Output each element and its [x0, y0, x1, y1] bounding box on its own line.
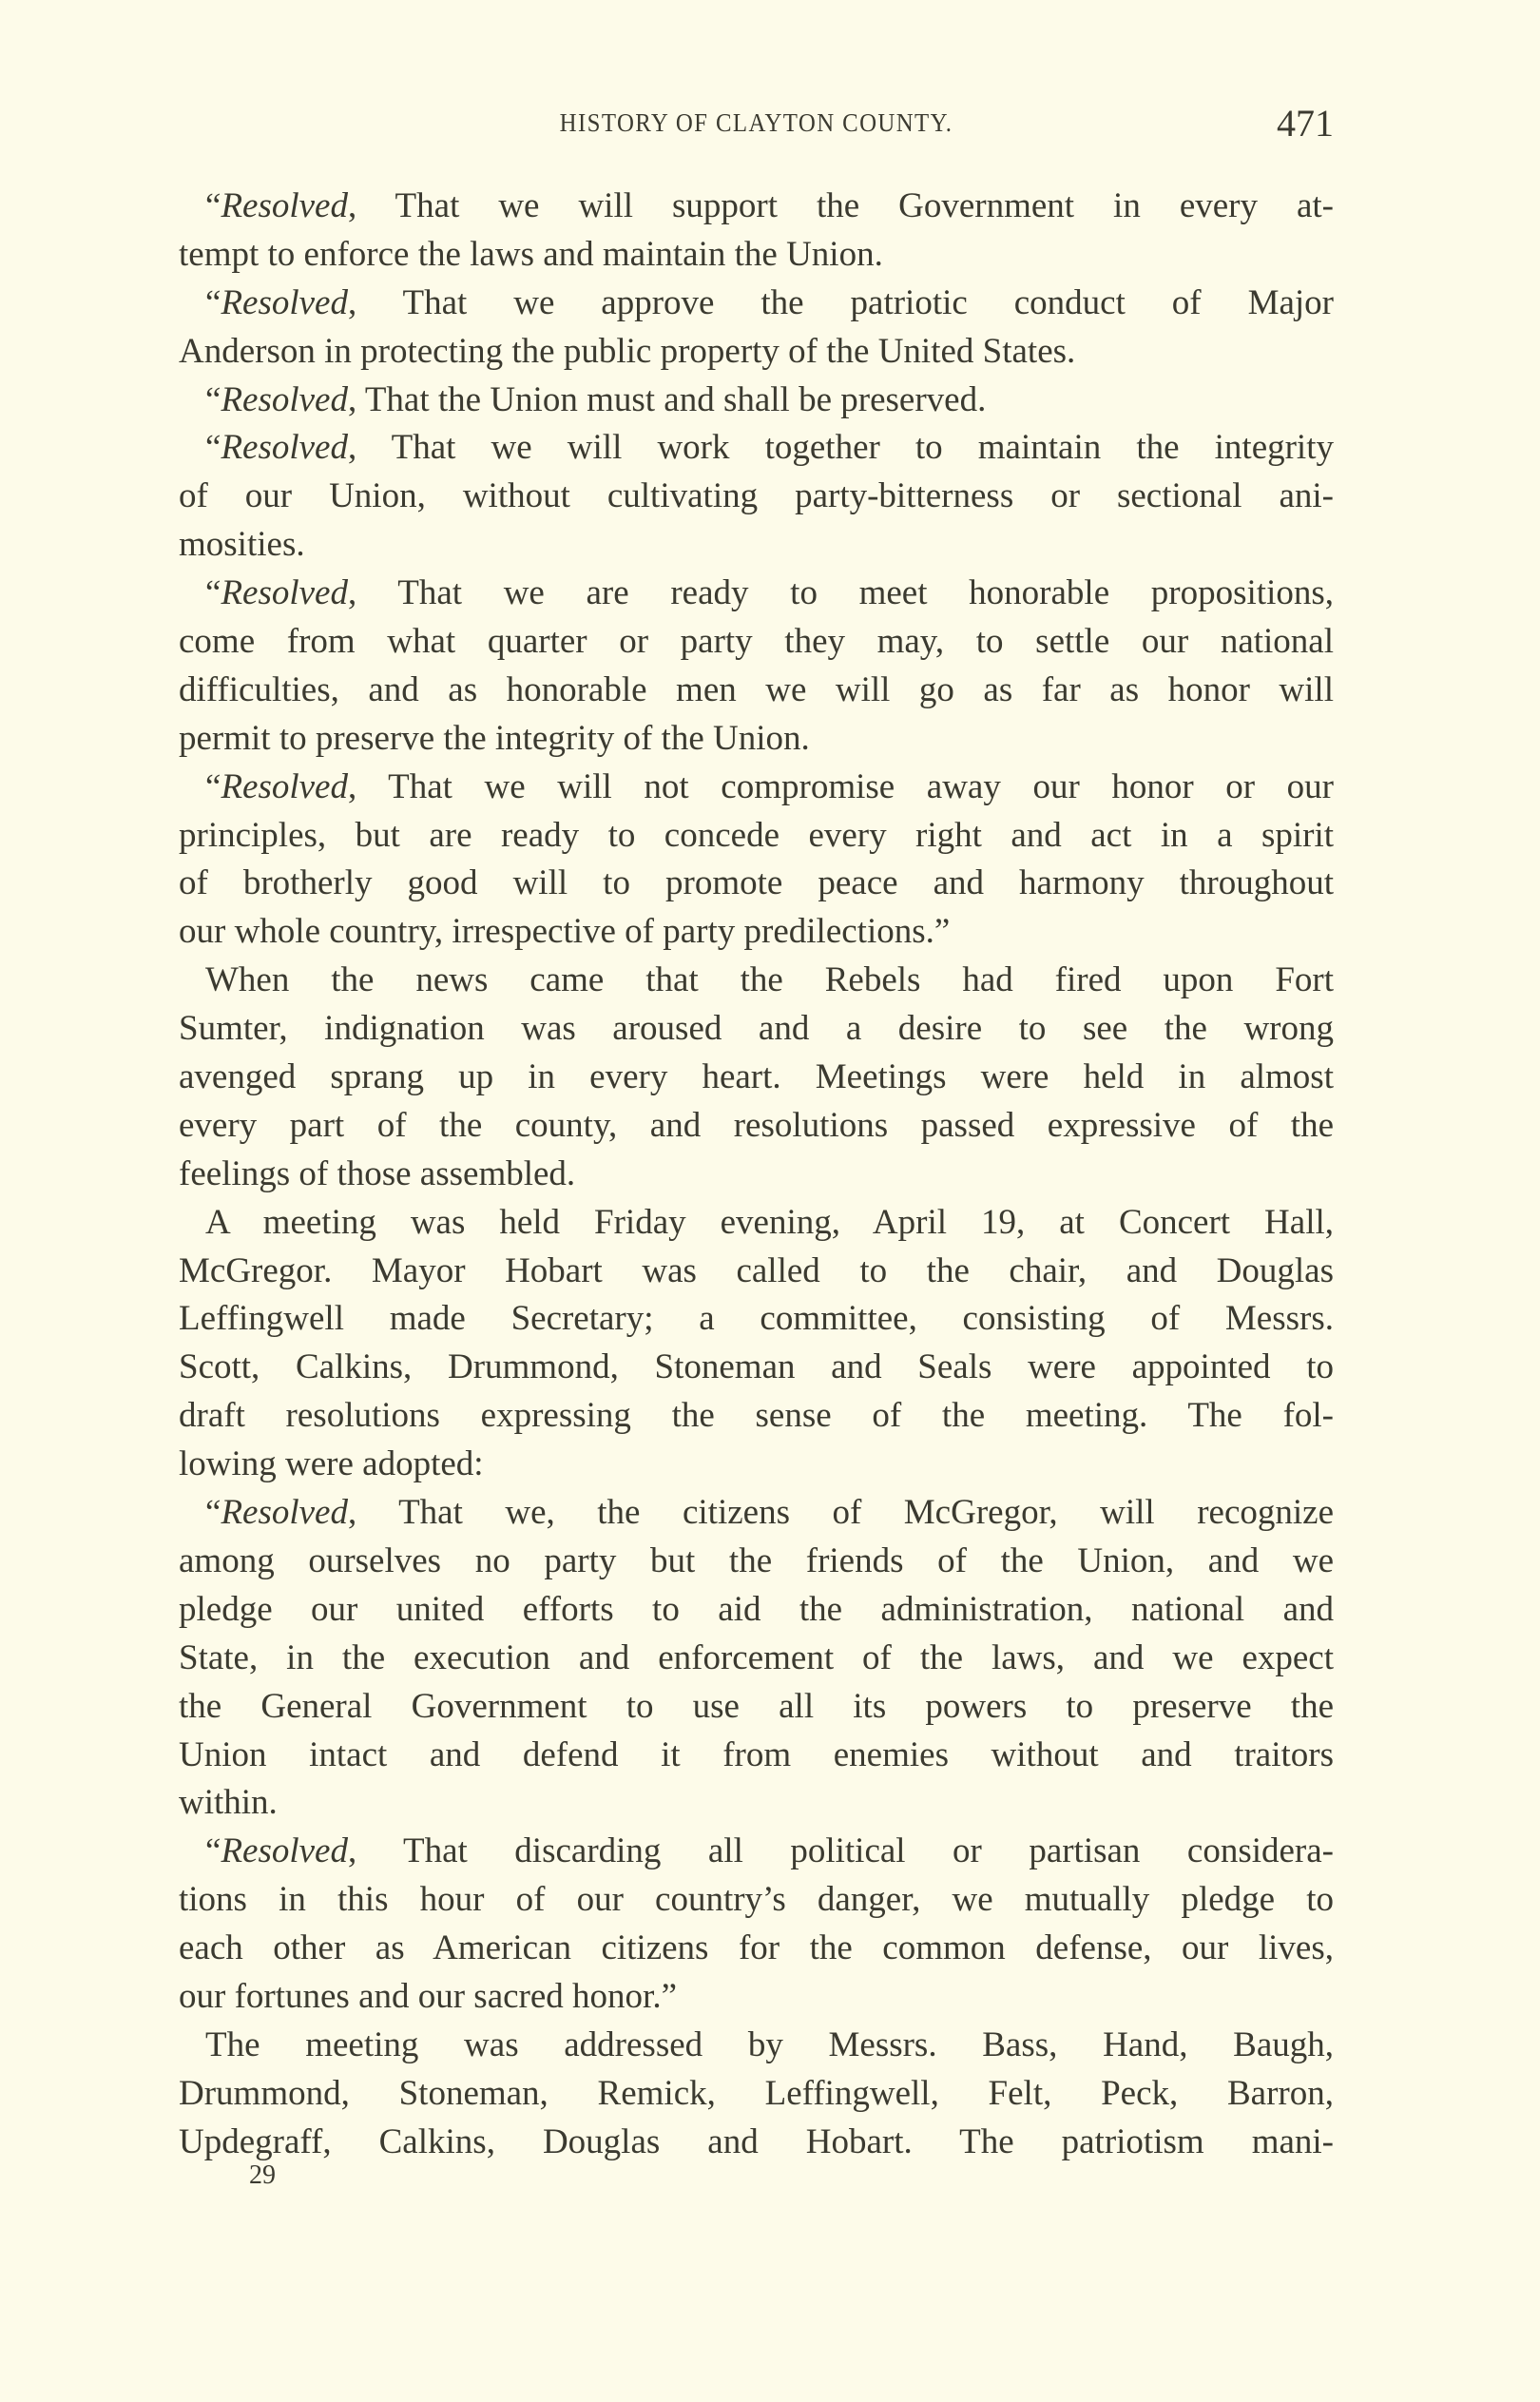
line-text: , That we will support the Government in every at-: [347, 186, 1334, 225]
text-line: [179, 280, 1334, 328]
text-line: [179, 1295, 1334, 1344]
text-line: [179, 860, 1334, 908]
text-line: [179, 521, 1334, 570]
line-text: among ourselves no party but the friends of the Union, and we: [179, 1540, 1334, 1580]
line-text: of our Union, without cultivating party-bitterness or sectional ani-: [179, 476, 1334, 516]
open-quote: “: [205, 186, 221, 225]
italic-lead: Resolved: [221, 379, 348, 419]
italic-lead: Resolved: [221, 186, 348, 225]
line-text: permit to preserve the integrity of the Union.: [179, 718, 810, 758]
italic-lead: Resolved: [221, 428, 348, 468]
line-text: Updegraff, Calkins, Douglas and Hobart. The patriotism mani-: [179, 2121, 1334, 2161]
line-text: Sumter, indignation was aroused and a desire to see the wrong: [179, 1009, 1334, 1049]
text-line: [179, 183, 1334, 231]
text-line: [179, 1489, 1334, 1538]
line-text: , That we will work together to maintain the integrity: [347, 428, 1334, 468]
line-text: , That the Union must and shall be preserved.: [347, 379, 987, 419]
line-text: every part of the county, and resolutions passed expressive of the: [179, 1105, 1334, 1145]
text-line: [179, 570, 1334, 618]
text-line: [179, 1344, 1334, 1392]
line-text: mosities.: [179, 525, 305, 565]
line-text: , That we are ready to meet honorable propositions,: [347, 573, 1334, 613]
text-line: [179, 377, 1334, 425]
italic-lead: Resolved: [221, 573, 348, 613]
text-line: [179, 1732, 1334, 1780]
line-text: within.: [179, 1783, 278, 1823]
italic-lead: Resolved: [221, 1493, 348, 1533]
line-text: draft resolutions expressing the sense of the meeting. The fol-: [179, 1396, 1334, 1436]
text-line: [179, 715, 1334, 764]
text-line: [179, 908, 1334, 957]
text-line: [179, 1151, 1334, 1199]
text-line: [179, 328, 1334, 377]
text-line: [179, 1828, 1334, 1876]
text-line: [179, 1586, 1334, 1635]
line-text: , That we approve the patriotic conduct of Major: [347, 282, 1334, 322]
line-text: feelings of those assembled.: [179, 1153, 576, 1193]
open-quote: “: [205, 282, 221, 322]
running-head-title: HISTORY OF CLAYTON COUNTY.: [559, 108, 953, 137]
body-text: [179, 183, 1334, 2167]
line-text: State, in the execution and enforcement of the laws, and we expect: [179, 1637, 1334, 1677]
open-quote: “: [205, 573, 221, 613]
line-text: A meeting was held Friday evening, April 19, at Concert Hall,: [205, 1202, 1334, 1242]
line-text: , That discarding all political or partisan considera-: [347, 1831, 1334, 1871]
open-quote: “: [205, 1493, 221, 1533]
text-line: [179, 812, 1334, 861]
line-text: pledge our united efforts to aid the administration, national and: [179, 1589, 1334, 1629]
line-text: , That we will not compromise away our honor or our: [347, 766, 1334, 806]
text-line: [179, 1102, 1334, 1151]
line-text: Anderson in protecting the public property of the United States.: [179, 331, 1076, 371]
line-text: lowing were adopted:: [179, 1444, 484, 1484]
text-line: [179, 2022, 1334, 2070]
text-line: [179, 424, 1334, 473]
text-line: [179, 667, 1334, 715]
line-text: avenged sprang up in every heart. Meetings were held in almost: [179, 1057, 1334, 1097]
text-line: [179, 473, 1334, 521]
text-line: [179, 231, 1334, 280]
line-text: Union intact and defend it from enemies without and traitors: [179, 1734, 1334, 1774]
text-line: [179, 1199, 1334, 1248]
line-text: our whole country, irrespective of party predilections.”: [179, 912, 951, 952]
line-text: the General Government to use all its powers to preserve the: [179, 1686, 1334, 1726]
open-quote: “: [205, 1831, 221, 1871]
line-text: Drummond, Stoneman, Remick, Leffingwell, Felt, Peck, Barron,: [179, 2073, 1334, 2113]
line-text: McGregor. Mayor Hobart was called to the chair, and Douglas: [179, 1250, 1334, 1290]
text-line: [179, 1779, 1334, 1828]
line-text: principles, but are ready to concede every right and act in a spirit: [179, 815, 1334, 855]
line-text: come from what quarter or party they may, to settle our national: [179, 622, 1334, 662]
text-line: [179, 764, 1334, 812]
line-text: of brotherly good will to promote peace and harmony throughout: [179, 863, 1334, 903]
line-text: tions in this hour of our country’s danger, we mutually pledge to: [179, 1880, 1334, 1920]
italic-lead: Resolved: [221, 766, 348, 806]
text-line: [179, 1973, 1334, 2022]
open-quote: “: [205, 379, 221, 419]
text-line: [179, 2070, 1334, 2119]
text-line: [179, 1683, 1334, 1732]
text-line: [179, 1248, 1334, 1296]
text-line: [179, 1925, 1334, 1973]
line-text: difficulties, and as honorable men we will go as far as honor will: [179, 669, 1334, 709]
line-text: The meeting was addressed by Messrs. Bass, Hand, Baugh,: [205, 2024, 1334, 2064]
page-number: 471: [1277, 102, 1334, 145]
text-line: [179, 957, 1334, 1005]
line-text: each other as American citizens for the common defense, our lives,: [179, 1928, 1334, 1968]
open-quote: “: [205, 428, 221, 468]
italic-lead: Resolved: [221, 1831, 348, 1871]
line-text: Leffingwell made Secretary; a committee, consisting of Messrs.: [179, 1299, 1334, 1339]
line-text: our fortunes and our sacred honor.”: [179, 1976, 677, 2016]
line-text: When the news came that the Rebels had fired upon Fort: [205, 960, 1334, 1000]
italic-lead: Resolved: [221, 282, 348, 322]
open-quote: “: [205, 766, 221, 806]
running-head: [179, 103, 1334, 145]
text-line: [179, 618, 1334, 667]
text-line: [179, 1635, 1334, 1683]
signature-mark: 29: [249, 2160, 276, 2190]
text-line: [179, 2119, 1334, 2167]
text-line: [179, 1876, 1334, 1925]
text-line: [179, 1054, 1334, 1102]
text-line: [179, 1538, 1334, 1586]
text-line: [179, 1441, 1334, 1489]
line-text: , That we, the citizens of McGregor, will recognize: [347, 1493, 1334, 1533]
text-line: [179, 1005, 1334, 1054]
line-text: Scott, Calkins, Drummond, Stoneman and Seals were appointed to: [179, 1347, 1334, 1387]
text-line: [179, 1392, 1334, 1441]
line-text: tempt to enforce the laws and maintain the Union.: [179, 234, 883, 274]
